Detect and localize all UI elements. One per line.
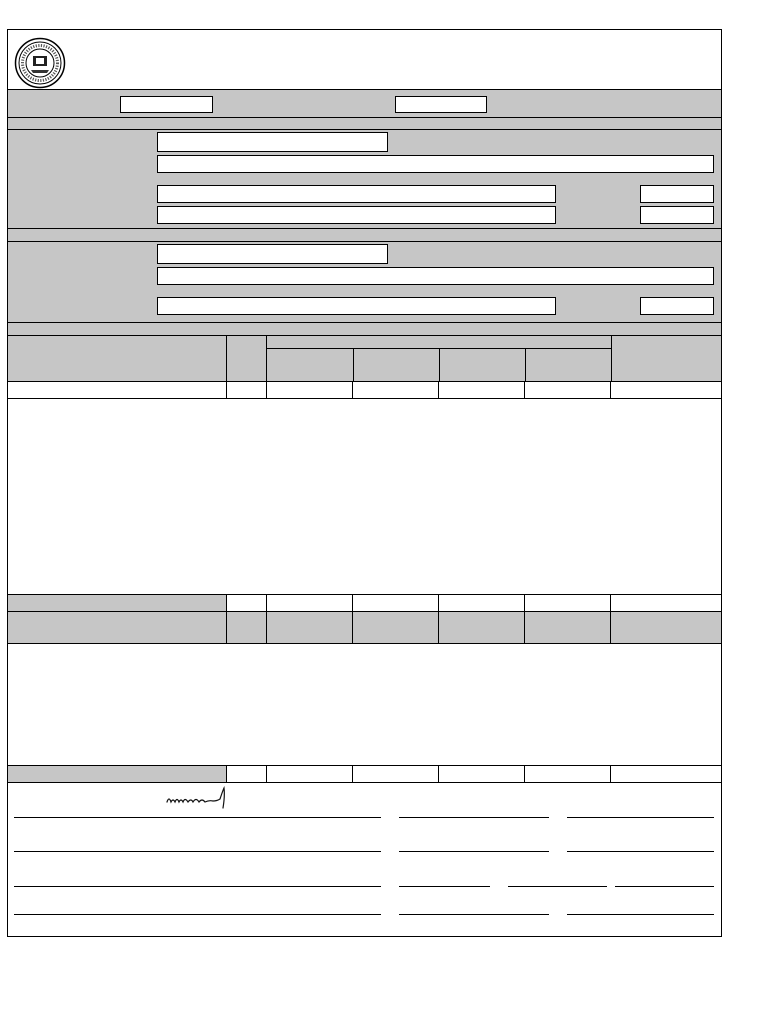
subtotal-label-cell: [8, 595, 227, 611]
signature-line[interactable]: [399, 886, 490, 887]
signature-line[interactable]: [14, 851, 381, 852]
subtable-header-col: [353, 612, 439, 643]
subtable-header-col: [227, 612, 267, 643]
subtable-header: [8, 612, 721, 643]
signature-line[interactable]: [399, 817, 549, 818]
subtable-header-col: [8, 612, 227, 643]
table-cell[interactable]: [353, 382, 439, 398]
section-2-field-a[interactable]: [157, 244, 388, 264]
section-2-title-bar: [8, 229, 721, 241]
section-1-field-d[interactable]: [640, 185, 714, 203]
table-cell[interactable]: [227, 595, 267, 611]
col-divider: [439, 348, 440, 381]
signature-line[interactable]: [399, 914, 549, 915]
divider: [7, 643, 722, 644]
subtable-header-col: [525, 612, 611, 643]
table-cell[interactable]: [227, 766, 267, 782]
section-2-field-b[interactable]: [157, 267, 714, 285]
table-cell[interactable]: [267, 766, 353, 782]
header-field-1[interactable]: [120, 96, 213, 113]
signature-line[interactable]: [14, 817, 381, 818]
signature-line[interactable]: [14, 886, 381, 887]
divider: [7, 398, 722, 399]
table-cell[interactable]: [439, 766, 525, 782]
table-cell[interactable]: [267, 595, 353, 611]
divider: [7, 782, 722, 783]
table-cell[interactable]: [353, 595, 439, 611]
handwritten-signature-icon: [165, 786, 231, 812]
table-cell[interactable]: [525, 766, 611, 782]
signature-line[interactable]: [615, 886, 714, 887]
table-cell[interactable]: [353, 766, 439, 782]
table-cell[interactable]: [439, 382, 525, 398]
section-1-field-f[interactable]: [640, 206, 714, 224]
signature-line[interactable]: [399, 851, 549, 852]
subtable-header-col: [439, 612, 525, 643]
table-header-col-1: [8, 336, 227, 381]
signature-line[interactable]: [567, 914, 714, 915]
subtotal-row-2: [8, 766, 721, 782]
table-cell[interactable]: [8, 382, 227, 398]
section-2-field-c[interactable]: [157, 297, 556, 315]
col-divider: [525, 348, 526, 381]
signature-line[interactable]: [508, 886, 607, 887]
table-header-col-2: [227, 336, 267, 381]
header-row: [8, 90, 721, 117]
table-header: [8, 336, 721, 381]
section-1-field-e[interactable]: [157, 206, 556, 224]
table-cell[interactable]: [227, 382, 267, 398]
section-1-field-b[interactable]: [157, 155, 714, 173]
table-cell[interactable]: [525, 595, 611, 611]
signature-line[interactable]: [567, 851, 714, 852]
section-3-title-bar: [8, 323, 721, 335]
table-cell[interactable]: [525, 382, 611, 398]
signature-line[interactable]: [14, 914, 381, 915]
table-cell[interactable]: [267, 382, 353, 398]
col-divider: [353, 348, 354, 381]
section-2-field-d[interactable]: [640, 297, 714, 315]
section-1-title-bar: [8, 118, 721, 129]
table-row: [8, 382, 721, 398]
subtotal-label-cell: [8, 766, 227, 782]
subtotal-row-1: [8, 595, 721, 611]
header-field-2[interactable]: [395, 96, 487, 113]
seal-icon: [14, 37, 66, 89]
section-1-field-a[interactable]: [157, 132, 388, 152]
table-cell[interactable]: [439, 595, 525, 611]
section-1-field-c[interactable]: [157, 185, 556, 203]
signature-line[interactable]: [567, 817, 714, 818]
subtable-header-col: [267, 612, 353, 643]
